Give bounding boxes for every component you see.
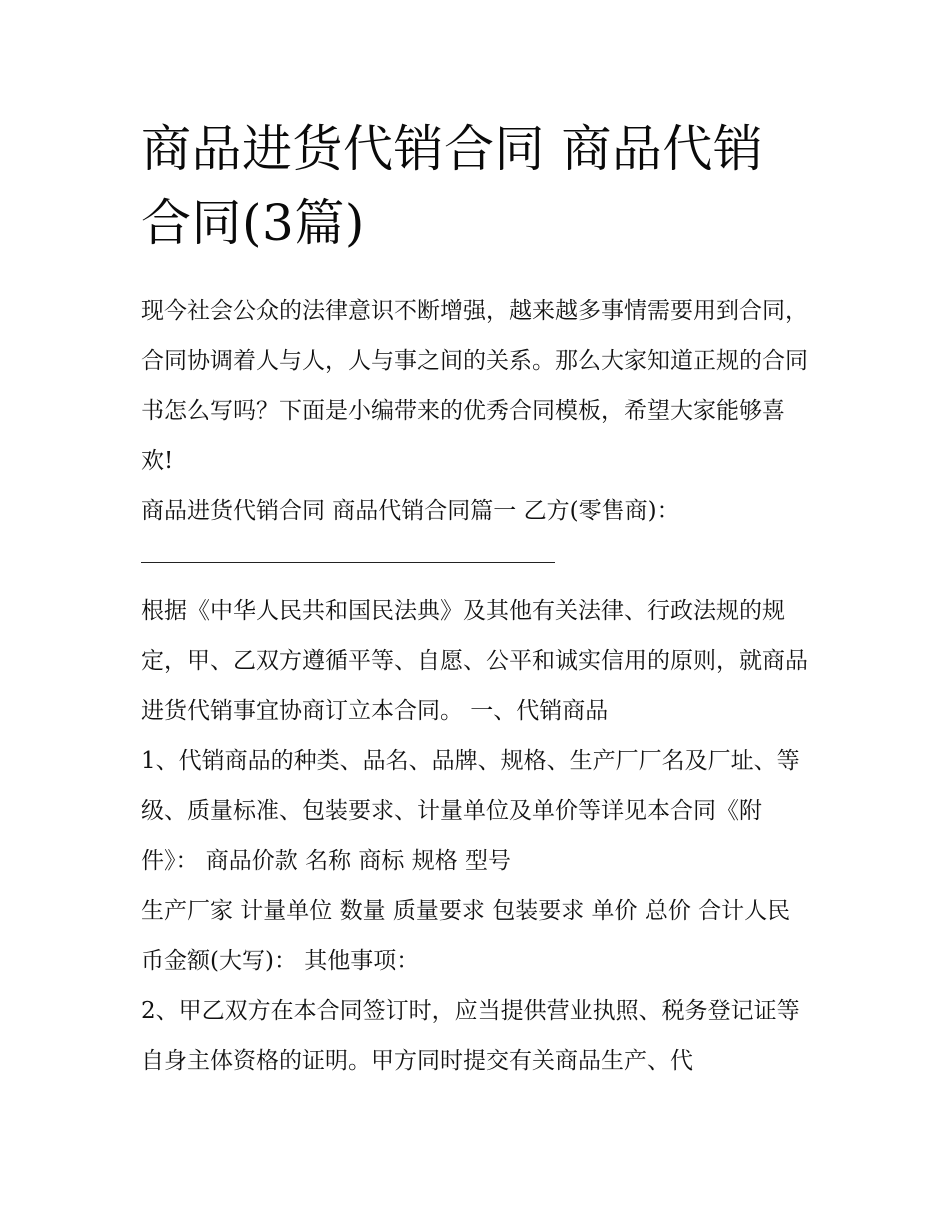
document-title: 商品进货代销合同 商品代销合同(3篇) [141, 120, 764, 252]
paragraph-legal-basis: 根据《中华人民共和国民法典》及其他有关法律、行政法规的规定，甲、乙双方遵循平等、自愿、公平和诚实信用的原则，就商品进货代销事宜协商订立本合同。 一、代销商品 [141, 598, 808, 724]
paragraph-item-list: 生产厂家 计量单位 数量 质量要求 包装要求 单价 总价 合计人民币金额(大写)： 其他事项： [141, 898, 791, 974]
signature-blank-line [141, 562, 555, 563]
section-heading: 商品进货代销合同 商品代销合同篇一 乙方(零售商)： [141, 498, 680, 524]
paragraph-clause-1: 1、代销商品的种类、品名、品牌、规格、生产厂厂名及厂址、等级、质量标准、包装要求、计量单位及单价等详见本合同《附件》： 商品价款 名称 商标 规格 型号 [141, 748, 800, 874]
intro-paragraph: 现今社会公众的法律意识不断增强，越来越多事情需要用到合同，合同协调着人与人，人与事之间的关系。那么大家知道正规的合同书怎么写吗？下面是小编带来的优秀合同模板，希望大家能够喜欢! [141, 298, 808, 474]
paragraph-clause-2: 2、甲乙双方在本合同签订时，应当提供营业执照、税务登记证等自身主体资格的证明。甲方同时提交有关商品生产、代 [141, 998, 800, 1074]
document-body [141, 112, 813, 1086]
